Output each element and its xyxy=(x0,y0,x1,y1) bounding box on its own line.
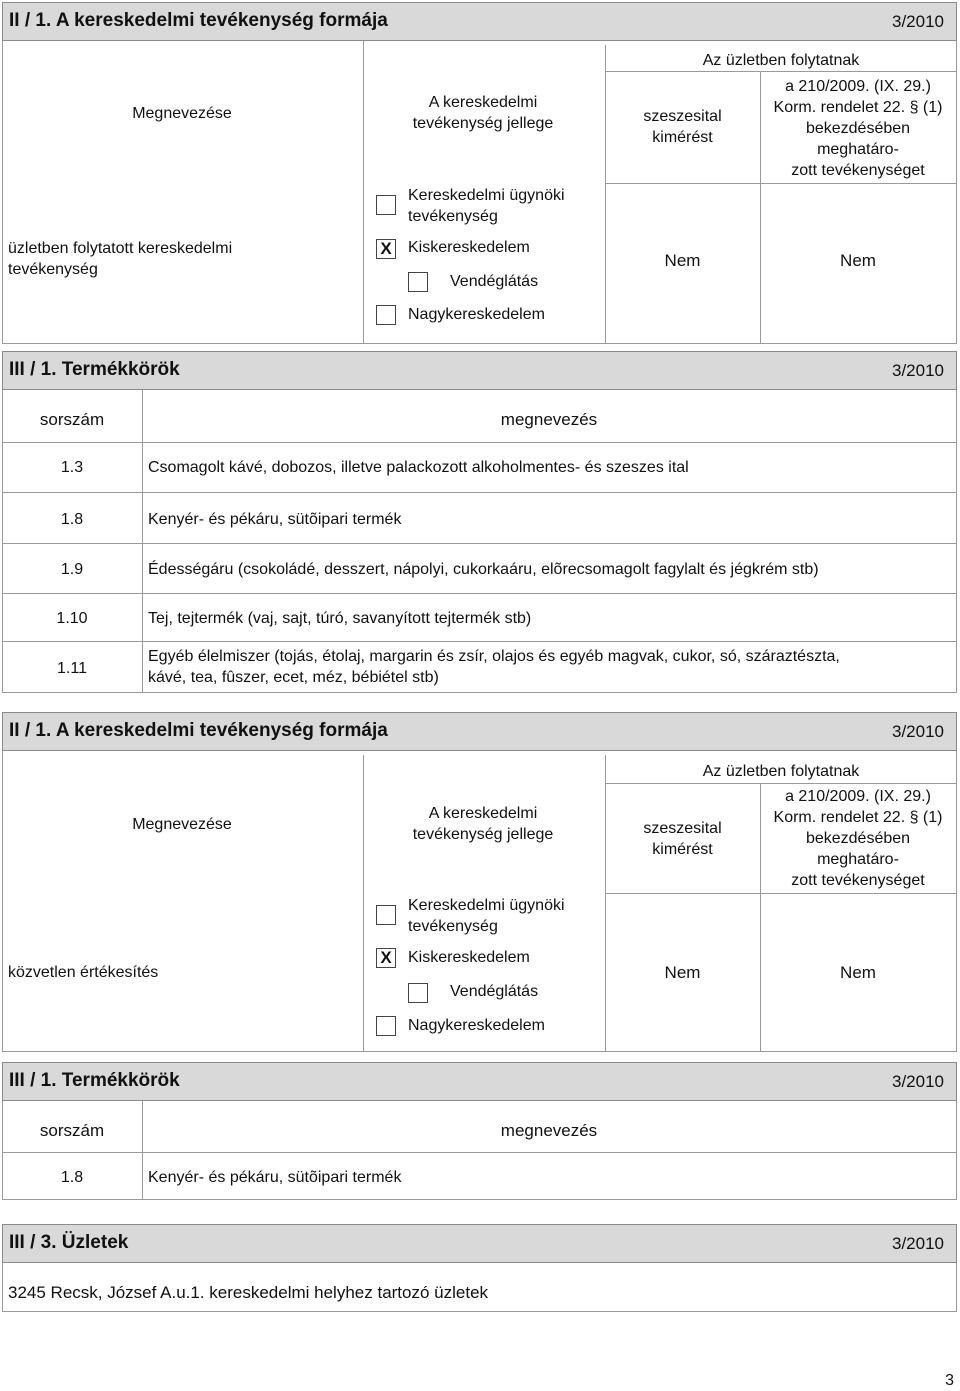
section-header xyxy=(2,2,957,41)
option-label-wholesale: Nagykereskedelem xyxy=(408,1017,545,1034)
option-label-hospitality: Vendéglátás xyxy=(450,273,539,290)
checkbox-wholesale[interactable] xyxy=(376,305,396,325)
option-label-wholesale: Nagykereskedelem xyxy=(408,306,545,323)
col-header-shop: Az üzletben folytatnak xyxy=(702,763,860,780)
section-year: 3/2010 xyxy=(892,1072,944,1091)
section-header xyxy=(2,1062,957,1101)
checkbox-retail[interactable]: X xyxy=(376,948,396,968)
row-product: Csomagolt kávé, dobozos, illetve palackozott alkoholmentes- és szeszes ital xyxy=(148,459,689,476)
section-title: II / 1. A kereskedelmi tevékenység formája xyxy=(9,720,388,741)
alcohol-value: Nem xyxy=(664,251,701,270)
option-label-retail: Kiskereskedelem xyxy=(408,239,530,256)
row-num: 1.11 xyxy=(57,660,87,677)
shop-address: 3245 Recsk, József A.u.1. kereskedelmi helyhez tartozó üzletek xyxy=(8,1283,489,1302)
section-header xyxy=(2,1224,957,1263)
section-title: III / 1. Termékkörök xyxy=(9,1070,180,1091)
option-label-hospitality: Vendéglátás xyxy=(450,983,539,1000)
row-num: 1.9 xyxy=(60,561,84,578)
col-header-type: A kereskedelmi tevékenység jellege xyxy=(412,805,554,843)
row-product: Édességáru (csokoládé, desszert, nápolyi, cukorkaáru, elõrecsomagolt fagylalt és jégkrém stb) xyxy=(148,561,819,578)
col-header-decree: a 210/2009. (IX. 29.) Korm. rendelet 22. § (1) bekezdésében meghatáro- zott tevékenységet xyxy=(773,788,943,889)
section-title: III / 3. Üzletek xyxy=(9,1232,129,1253)
col-header-name: Megnevezése xyxy=(132,105,232,122)
decree-value: Nem xyxy=(840,963,876,982)
col-header-alcohol: szeszesital kimérést xyxy=(643,108,722,146)
alcohol-value: Nem xyxy=(664,963,701,982)
section-year: 3/2010 xyxy=(892,12,944,31)
section-header xyxy=(2,712,957,751)
row-num: 1.10 xyxy=(56,610,88,627)
row-num: 1.8 xyxy=(60,1169,84,1186)
col-header-decree: a 210/2009. (IX. 29.) Korm. rendelet 22. § (1) bekezdésében meghatáro- zott tevékenységet xyxy=(773,78,943,179)
page-number: 3 xyxy=(945,1372,954,1389)
checkbox-wholesale[interactable] xyxy=(376,1016,396,1036)
option-label-retail: Kiskereskedelem xyxy=(408,949,530,966)
col-header-num: sorszám xyxy=(39,410,105,429)
row-product: Kenyér- és pékáru, sütõipari termék xyxy=(148,1169,402,1186)
checkbox-agent[interactable] xyxy=(376,195,396,215)
section-title: II / 1. A kereskedelmi tevékenység formája xyxy=(9,10,388,31)
section-title: III / 1. Termékkörök xyxy=(9,359,180,380)
col-header-shop: Az üzletben folytatnak xyxy=(702,52,860,69)
decree-value: Nem xyxy=(840,251,876,270)
row-product: Tej, tejtermék (vaj, sajt, túró, savanyított tejtermék stb) xyxy=(148,610,532,627)
row-num: 1.3 xyxy=(60,459,84,476)
option-label-agent: Kereskedelmi ügynöki tevékenység xyxy=(408,187,565,225)
row-product: Egyéb élelmiszer (tojás, étolaj, margarin és zsír, olajos és egyéb magvak, cukor, só, száraztészta, kávé, tea, fûszer, ecet, méz, bébiétel stb) xyxy=(148,648,840,686)
row-num: 1.8 xyxy=(60,511,84,528)
col-header-product: megnevezés xyxy=(500,410,598,429)
col-header-alcohol: szeszesital kimérést xyxy=(643,820,722,858)
section-year: 3/2010 xyxy=(892,722,944,741)
row-name: közvetlen értékesítés xyxy=(8,964,159,981)
col-header-name: Megnevezése xyxy=(132,816,232,833)
section-year: 3/2010 xyxy=(892,1234,944,1253)
section-year: 3/2010 xyxy=(892,361,944,380)
checkbox-hospitality[interactable] xyxy=(408,272,428,292)
col-header-type: A kereskedelmi tevékenység jellege xyxy=(412,94,554,132)
col-header-num: sorszám xyxy=(39,1121,105,1140)
option-label-agent: Kereskedelmi ügynöki tevékenység xyxy=(408,897,565,935)
col-header-product: megnevezés xyxy=(500,1121,598,1140)
checkbox-agent[interactable] xyxy=(376,905,396,925)
row-name: üzletben folytatott kereskedelmi tevékenység xyxy=(8,240,233,278)
row-product: Kenyér- és pékáru, sütõipari termék xyxy=(148,511,402,528)
checkbox-hospitality[interactable] xyxy=(408,983,428,1003)
checkbox-retail[interactable]: X xyxy=(376,239,396,259)
section-header xyxy=(2,351,957,390)
